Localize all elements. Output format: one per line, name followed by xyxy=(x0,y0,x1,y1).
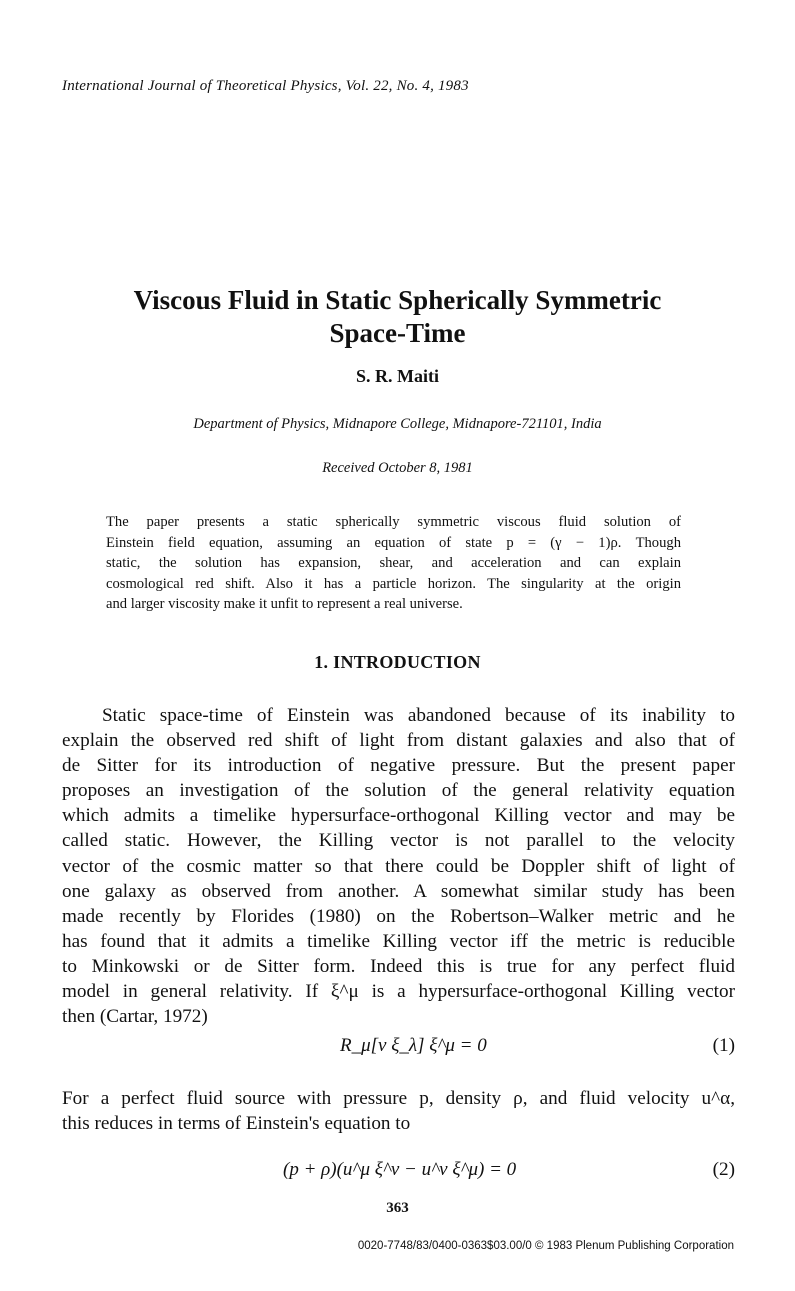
intro-paragraph-2 xyxy=(62,1086,735,1136)
paragraph-line: proposes an investigation of the solution of the general relativity equation xyxy=(62,780,735,802)
abstract-line: The paper presents a static spherically symmetric viscous fluid solution of xyxy=(106,514,681,530)
paragraph-line: Static space-time of Einstein was abandoned because of its inability to xyxy=(102,705,735,726)
paragraph-line: called static. However, the Killing vector is not parallel to the velocity xyxy=(62,830,735,852)
equation-1: R_μ[ν ξ_λ] ξ^μ = 0 xyxy=(340,1035,487,1056)
abstract-line: and larger viscosity make it unfit to represent a real universe. xyxy=(106,596,463,612)
equation-1-number: (1) xyxy=(712,1035,735,1056)
paper-title-line-2: Space-Time xyxy=(329,318,466,348)
author-affiliation: Department of Physics, Midnapore College, Midnapore-721101, India xyxy=(193,416,602,432)
paragraph-line: model in general relativity. If ξ^μ is a hypersurface-orthogonal Killing vector xyxy=(62,981,735,1003)
paragraph-line: made recently by Florides (1980) on the Robertson–Walker metric and he xyxy=(62,905,735,927)
abstract xyxy=(106,512,681,615)
abstract-line: Einstein field equation, assuming an equation of state p = (γ − 1)ρ. Though xyxy=(106,534,681,551)
paragraph-line: has found that it admits a timelike Killing vector iff the metric is reducible xyxy=(62,930,735,952)
received-date: Received October 8, 1981 xyxy=(322,460,473,476)
equation-2-number: (2) xyxy=(712,1159,735,1180)
paragraph-line: to Minkowski or de Sitter form. Indeed this is true for any perfect fluid xyxy=(62,955,735,977)
paragraph-line: then (Cartar, 1972) xyxy=(62,1006,208,1028)
page-number: 363 xyxy=(386,1200,409,1216)
paragraph-line: one galaxy as observed from another. A somewhat similar study has been xyxy=(62,880,735,902)
copyright-footer: 0020-7748/83/0400-0363$03.00/0 © 1983 Plenum Publishing Corporation xyxy=(357,1240,734,1252)
paper-title-line-1: Viscous Fluid in Static Spherically Symmetric xyxy=(133,285,662,315)
paragraph-line: de Sitter for its introduction of negative pressure. But the present paper xyxy=(62,755,735,777)
paragraph-line: this reduces in terms of Einstein's equation to xyxy=(62,1113,411,1135)
paragraph-line: which admits a timelike hypersurface-orthogonal Killing vector and may be xyxy=(62,805,735,827)
section-heading: 1. INTRODUCTION xyxy=(314,652,481,672)
abstract-line: static, the solution has expansion, shear, and acceleration and can explain xyxy=(106,555,681,571)
journal-citation: International Journal of Theoretical Physics, Vol. 22, No. 4, 1983 xyxy=(62,78,469,94)
author-name: S. R. Maiti xyxy=(356,366,439,386)
equation-2: (p + ρ)(u^μ ξ^ν − u^ν ξ^μ) = 0 xyxy=(283,1159,517,1180)
paragraph-line: For a perfect fluid source with pressure p, density ρ, and fluid velocity u^α, xyxy=(62,1088,735,1109)
abstract-line: cosmological red shift. Also it has a particle horizon. The singularity at the origin xyxy=(106,575,681,592)
intro-paragraph xyxy=(62,703,735,1029)
paragraph-line: explain the observed red shift of light from distant galaxies and also that of xyxy=(62,730,735,752)
paragraph-line: vector of the cosmic matter so that there could be Doppler shift of light of xyxy=(62,855,735,877)
